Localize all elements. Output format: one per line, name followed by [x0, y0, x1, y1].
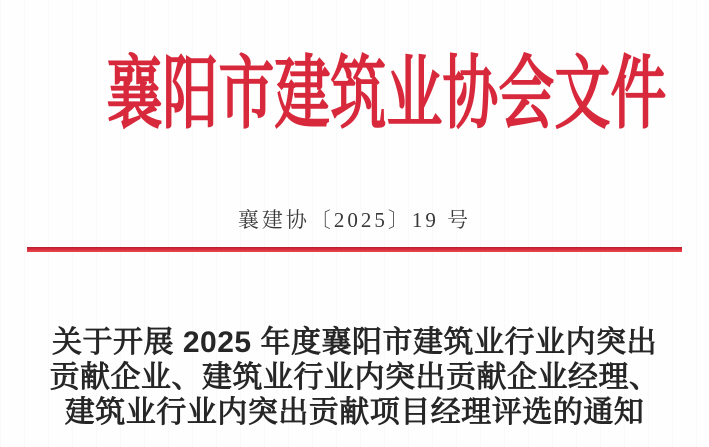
notice-title-line-3: 建筑业行业内突出贡献项目经理评选的通知	[64, 396, 645, 429]
notice-title-line-2: 贡献企业、建筑业行业内突出贡献企业经理、	[49, 361, 660, 394]
notice-title	[0, 325, 709, 430]
notice-title-line-1: 关于开展 2025 年度襄阳市建筑业行业内突出	[52, 326, 657, 359]
org-header-title: 襄阳市建筑业协会文件	[106, 51, 667, 139]
red-divider-line	[27, 247, 682, 252]
document-number: 襄建协〔2025〕19 号	[237, 208, 472, 232]
